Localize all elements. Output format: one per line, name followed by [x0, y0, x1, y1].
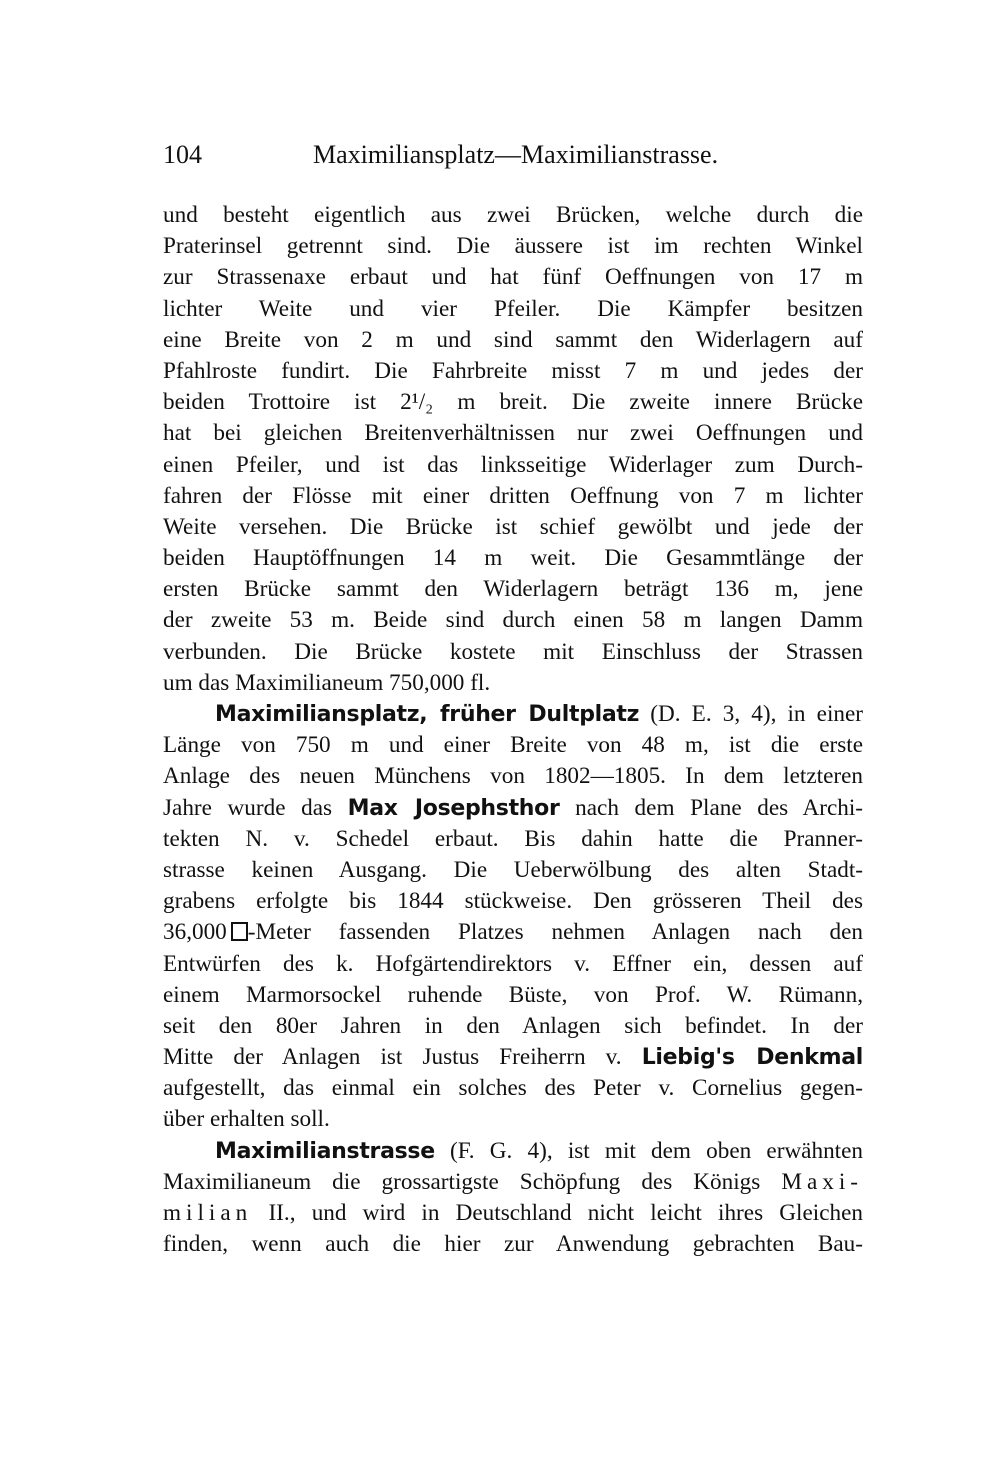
text-run: II., und wird in Deutschland nicht leicht ihres Gleichen — [252, 1200, 863, 1226]
text-run: Weite versehen. Die Brücke ist schief gewölbt und jede der — [163, 513, 863, 540]
text-run: tekten N. v. Schedel erbaut. Bis dahin hatte die Pranner- — [163, 825, 863, 852]
text-run: hat bei gleichen Breitenverhältnissen nur zwei Oeffnungen und — [163, 420, 863, 447]
text-run: Maximilianeum die grossartigste Schöpfung des Königs — [163, 1168, 782, 1195]
body-text — [163, 200, 863, 1260]
text-run: (D. E. 3, 4), in einer — [639, 701, 863, 727]
bold-heading-term: Liebig's Denkmal — [641, 1045, 863, 1071]
text-line — [163, 917, 863, 948]
text-line — [163, 1167, 863, 1198]
text-line — [163, 356, 863, 387]
text-run: ersten Brücke sammt den Widerlagern beträgt 136 m, jene — [163, 576, 863, 603]
running-head-title: Maximiliansplatz—Maximilianstrasse. — [313, 140, 719, 169]
text-line — [163, 1136, 863, 1167]
text-run: eine Breite von 2 m und sind sammt den Widerlagern auf — [163, 326, 863, 353]
page-number: 104 — [163, 140, 202, 169]
text-line — [163, 886, 863, 917]
text-line — [163, 824, 863, 855]
text-line — [163, 450, 863, 481]
text-line — [163, 418, 863, 449]
text-line — [163, 262, 863, 293]
text-run: Jahre wurde das — [163, 794, 348, 821]
text-line — [163, 1229, 863, 1260]
bold-heading-term: Max Josephsthor — [347, 795, 560, 821]
text-line — [163, 949, 863, 980]
text-line — [163, 637, 863, 668]
letterspaced-name: Maxi- — [781, 1168, 863, 1195]
text-run: Pfahlroste fundirt. Die Fahrbreite misst 7 m und jedes der — [163, 357, 863, 384]
text-line — [163, 1073, 863, 1104]
text-run: zur Strassenaxe erbaut und hat fünf Oeffnungen von 17 m — [163, 264, 863, 291]
text-line — [163, 200, 863, 231]
text-run: finden, wenn auch die hier zur Anwendung gebrachten Bau- — [163, 1231, 863, 1258]
text-run: lichter Weite und vier Pfeiler. Die Kämpfer besitzen — [163, 295, 863, 322]
text-line — [163, 761, 863, 792]
text-run: einen Pfeiler, und ist das linksseitige Widerlager zum Durch- — [163, 451, 863, 478]
bold-heading-term: Maximiliansplatz, früher Dultplatz — [215, 702, 640, 727]
text-run: Mitte der Anlagen ist Justus Freiherrn v. — [163, 1044, 642, 1071]
text-run: -Meter fassenden Platzes nehmen Anlagen nach den — [247, 919, 863, 946]
text-run: seit den 80er Jahren in den Anlagen sich befindet. In der — [163, 1012, 863, 1039]
text-line — [163, 855, 863, 886]
text-line — [163, 294, 863, 325]
book-page — [163, 140, 863, 1260]
text-run: beiden Hauptöffnungen 14 m weit. Die Gesammtlänge der — [163, 545, 863, 572]
letterspaced-name: milian — [163, 1200, 253, 1226]
text-line — [163, 605, 863, 636]
text-line — [163, 387, 863, 418]
text-run: aufgestellt, das einmal ein solches des Peter v. Cornelius gegen- — [163, 1075, 863, 1102]
text-run: Anlage des neuen Münchens von 1802—1805. In dem letzteren — [163, 763, 863, 790]
text-line — [163, 1011, 863, 1042]
text-run: und besteht eigentlich aus zwei Brücken, welche durch die — [163, 202, 863, 228]
text-line — [163, 574, 863, 605]
running-head — [163, 140, 863, 180]
text-line — [163, 668, 863, 699]
text-line — [163, 231, 863, 262]
text-run: nach dem Plane des Archi- — [559, 794, 864, 821]
text-run: einem Marmorsockel ruhende Büste, von Prof. W. Rümann, — [163, 981, 863, 1008]
text-line — [163, 1042, 863, 1073]
text-run: Länge von 750 m und einer Breite von 48 m, ist die erste — [163, 732, 863, 759]
text-run: der zweite 53 m. Beide sind durch einen 58 m langen Damm — [163, 607, 863, 634]
text-run: grabens erfolgte bis 1844 stückweise. Den grösseren Theil des — [163, 888, 863, 915]
text-run: 36,000 — [163, 919, 227, 946]
text-run: (F. G. 4), ist mit dem oben erwähnten — [434, 1137, 863, 1164]
text-line — [163, 699, 863, 730]
text-run: Entwürfen des k. Hofgärtendirektors v. Effner ein, dessen auf — [163, 950, 863, 977]
text-run: um das Maximilianeum 750,000 fl. — [163, 669, 491, 696]
text-run: beiden Trottoire ist 2¹/₂ m breit. Die zweite innere Brücke — [163, 389, 863, 416]
text-line — [163, 512, 863, 543]
square-symbol-icon — [231, 922, 248, 941]
text-line — [163, 481, 863, 512]
text-line — [163, 730, 863, 761]
text-run: Praterinsel getrennt sind. Die äussere ist im rechten Winkel — [163, 233, 863, 260]
text-line — [163, 543, 863, 574]
text-line — [163, 325, 863, 356]
text-line — [163, 793, 863, 824]
text-run: verbunden. Die Brücke kostete mit Einschluss der Strassen — [163, 638, 863, 665]
text-run: strasse keinen Ausgang. Die Ueberwölbung des alten Stadt- — [163, 856, 863, 883]
bold-heading-term: Maximilianstrasse — [215, 1138, 435, 1164]
text-line — [163, 1104, 863, 1135]
text-line — [163, 980, 863, 1011]
text-line — [163, 1198, 863, 1229]
text-run: fahren der Flösse mit einer dritten Oeffnung von 7 m lichter — [163, 482, 863, 509]
text-run: über erhalten soll. — [163, 1106, 330, 1133]
